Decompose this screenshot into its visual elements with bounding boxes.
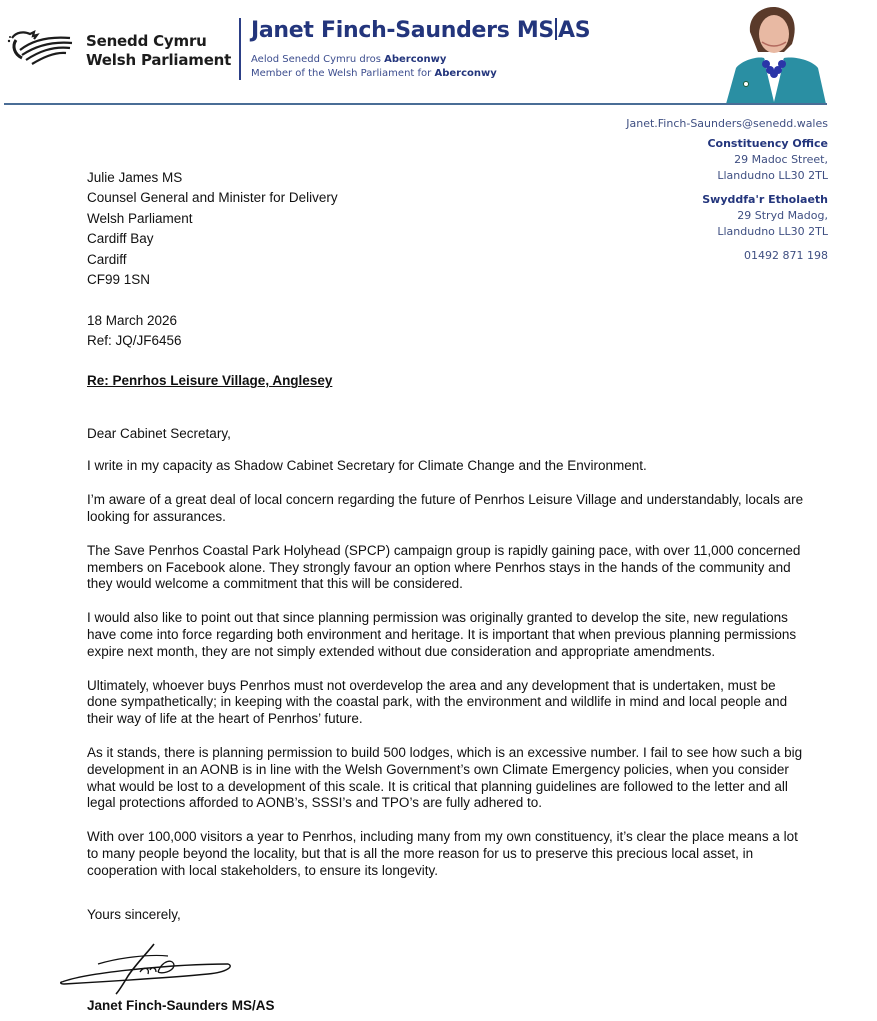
office-cy-title: Swyddfa'r Etholaeth: [702, 193, 828, 206]
office-cy-line1: 29 Stryd Madog,: [737, 209, 828, 222]
contact-email[interactable]: Janet.Finch-Saunders@senedd.wales: [626, 117, 828, 130]
recipient-addr2: Cardiff: [87, 251, 127, 267]
closing: Yours sincerely,: [87, 906, 181, 922]
org-name-welsh: Senedd Cymru: [86, 32, 207, 50]
letter-ref: Ref: JQ/JF6456: [87, 333, 182, 349]
recipient-org: Welsh Parliament: [87, 210, 193, 226]
letter-date: 18 March 2026: [87, 313, 178, 329]
letter-subject: Re: Penrhos Leisure Village, Anglesey: [87, 373, 333, 389]
paragraph: I would also like to point out that since planning permission was originally granted to develop the site, new regulations have come into force regarding both environment and heritage. It is important that when previous planning permissions expire next month, they are not simply extended without due consideration and appropriate amendments.: [87, 610, 797, 659]
letterhead: [0, 0, 877, 106]
signer-name: Janet Finch-Saunders MS/AS: [87, 998, 275, 1013]
member-subtitle-welsh: [251, 54, 446, 65]
recipient-name: Julie James MS: [87, 170, 183, 185]
paragraph: I write in my capacity as Shadow Cabinet Secretary for Climate Change and the Environment.: [87, 458, 647, 474]
paragraph: I’m aware of a great deal of local concern regarding the future of Penrhos Leisure Village and understandably, locals are looking for assurances.: [87, 492, 804, 525]
signature-icon: [58, 942, 238, 1000]
constituency-welsh: Aberconwy: [384, 54, 447, 65]
office-en-line2: Llandudno LL30 2TL: [717, 169, 828, 182]
subtitle-welsh-text: Aelod Senedd Cymru dros: [251, 54, 385, 65]
member-name-main: Janet Finch-Saunders MS: [251, 18, 554, 43]
header-divider: [239, 18, 241, 80]
header-rule: [4, 103, 827, 105]
contact-phone: 01492 871 198: [744, 249, 828, 262]
paragraph: Ultimately, whoever buys Penrhos must not overdevelop the area and any development that is undertaken, must be done sympathetically; in keeping with the coastal park, with the environment and wildlife in mind and local people and their way of life at the heart of Penrhos’ future.: [87, 677, 788, 727]
recipient-address: [87, 168, 807, 290]
subtitle-english-text: Member of the Welsh Parliament for: [251, 68, 435, 79]
member-name: [251, 18, 590, 43]
member-subtitle-english: [251, 68, 497, 79]
org-name-english: Welsh Parliament: [86, 51, 232, 69]
recipient-addr1: Cardiff Bay: [87, 231, 154, 247]
date-ref-block: [87, 311, 807, 351]
recipient-title: Counsel General and Minister for Delivery: [87, 190, 338, 206]
paragraph: With over 100,000 visitors a year to Penrhos, including many from my own constituency, it’s clear the place means a lot to many people beyond the locality, but that is all the more reason for us to preserve this precious local asset, in cooperation with local stakeholders, to ensure its longevity.: [87, 829, 798, 878]
paragraph: The Save Penrhos Coastal Park Holyhead (SPCP) campaign group is rapidly gaining pace, with over 11,000 concerned members on Facebook alone. They strongly favour an option where Penrhos stays in the hands of the community and they would welcome a commitment that this will be considered.: [87, 542, 801, 592]
name-separator: [555, 18, 557, 40]
member-portrait-icon: [722, 4, 828, 104]
office-cy-line2: Llandudno LL30 2TL: [717, 225, 828, 238]
office-en-line1: 29 Madoc Street,: [734, 153, 828, 166]
recipient-postcode: CF99 1SN: [87, 272, 151, 288]
org-name: [86, 32, 231, 70]
constituency-english: Aberconwy: [434, 68, 497, 79]
paragraph: As it stands, there is planning permission to build 500 lodges, which is an excessive number. I fail to see how such a big development in an AONB is in line with the Welsh Government’s own Climate Emergency policies, when you consider what would be lost to a development of this scale. It is critical that planning guidelines are followed to the letter and all legal protections afforded to AONB’s, SSSI’s and TPO’s are fully adhered to.: [87, 745, 803, 811]
member-name-suffix: AS: [557, 18, 591, 43]
senedd-logo-icon: [6, 28, 76, 68]
letter-body: [87, 168, 807, 923]
salutation: Dear Cabinet Secretary,: [87, 426, 231, 442]
office-en-title: Constituency Office: [707, 137, 828, 150]
